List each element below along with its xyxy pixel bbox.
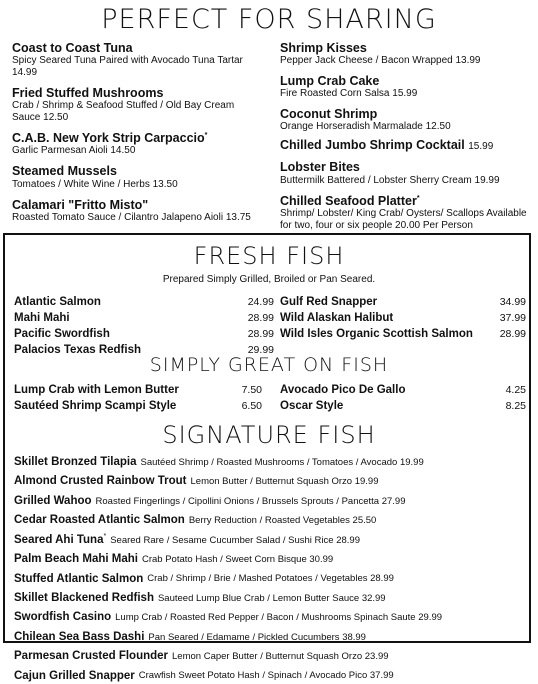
item-name: Chilean Sea Bass Dashi: [14, 630, 145, 643]
item-description: Fire Roasted Corn Salsa 15.99: [280, 88, 418, 100]
item-description: Roasted Tomato Sauce / Cilantro Jalapeno Aioli 13.75: [12, 211, 251, 223]
menu-item: [280, 105, 532, 133]
item-description: Garlic Parmesan Aioli 14.50: [12, 145, 136, 157]
list-item: [280, 326, 526, 342]
list-item: [14, 310, 274, 326]
item-price: 24.99: [247, 296, 274, 308]
list-item: [280, 398, 526, 414]
item-name: Pacific Swordfish: [14, 328, 110, 340]
list-item: [14, 606, 530, 625]
item-description: Tomatoes / White Wine / Herbs 13.50: [12, 178, 178, 190]
item-name: Sautéed Shrimp Scampi Style: [14, 400, 177, 412]
list-item: [14, 294, 274, 310]
item-name: Skillet Bronzed Tilapia: [14, 455, 137, 468]
menu-item: [280, 39, 532, 67]
item-description: Seared Rare / Sesame Cucumber Salad / Sushi Rice 28.99: [110, 534, 360, 546]
item-description: Crab Potato Hash / Sweet Corn Bisque 30.99: [141, 553, 334, 565]
item-name: Fried Stuffed Mushrooms: [12, 86, 164, 101]
item-name: Cedar Roasted Atlantic Salmon: [14, 514, 185, 527]
item-name: Steamed Mussels: [12, 164, 117, 179]
item-description: Orange Horseradish Marmalade 12.50: [280, 121, 451, 133]
item-name: Wild Alaskan Halibut: [280, 312, 394, 324]
menu-item: [280, 138, 532, 153]
item-description: Pepper Jack Cheese / Bacon Wrapped 13.99: [280, 55, 481, 67]
item-price: 4.25: [505, 384, 526, 396]
item-price: 15.99: [468, 141, 494, 153]
addons-right-list: [280, 382, 526, 414]
item-price: 8.25: [505, 400, 526, 412]
item-mark: *: [416, 194, 420, 202]
item-name: Avocado Pico De Gallo: [280, 384, 406, 396]
list-item: [280, 382, 526, 398]
item-name: Coast to Coast Tuna: [12, 41, 133, 56]
section-title-simply-great: SIMPLY GREAT ON FISH: [149, 354, 389, 376]
item-name: Lump Crab with Lemon Butter: [14, 384, 179, 396]
item-description: Shrimp/ Lobster/ King Crab/ Oysters/ Scallops Available for two, four or six people 20.00 Per Person: [280, 207, 527, 231]
item-name: Coconut Shrimp: [280, 107, 378, 122]
item-name: Mahi Mahi: [14, 312, 70, 324]
item-name: Lobster Bites: [280, 160, 360, 175]
item-name: Palm Beach Mahi Mahi: [14, 552, 138, 565]
list-item: [280, 294, 526, 310]
item-name: Swordfish Casino: [14, 611, 112, 624]
menu-item: [12, 129, 262, 157]
item-name: Stuffed Atlantic Salmon: [14, 572, 144, 585]
list-item: [14, 587, 530, 606]
list-item: [14, 382, 262, 398]
item-description: Berry Reduction / Roasted Vegetables 25.50: [188, 515, 377, 527]
item-description: Lump Crab / Roasted Red Pepper / Bacon / Mushrooms Spinach Saute 29.99: [115, 612, 443, 624]
item-name: Almond Crusted Rainbow Trout: [14, 475, 187, 488]
list-item: [14, 529, 530, 548]
item-name: Palacios Texas Redfish: [14, 344, 141, 356]
item-description: Spicy Seared Tuna Paired with Avocado Tuna Tartar 14.99: [12, 55, 243, 79]
menu-item: [12, 162, 262, 190]
list-item: [14, 665, 530, 684]
list-item: [14, 645, 530, 664]
sharing-left-column: [12, 39, 262, 229]
item-description: Crab / Shrimp / Brie / Mashed Potatoes / Vegetables 28.99: [147, 573, 394, 585]
fresh-fish-right-list: [280, 294, 526, 342]
menu-item: [12, 196, 262, 224]
list-item: [14, 490, 530, 509]
item-mark: *: [204, 132, 208, 140]
menu-item: [280, 192, 532, 232]
menu-item: [280, 72, 532, 100]
item-price: 7.50: [241, 384, 262, 396]
list-item: [14, 509, 530, 528]
item-name: C.A.B. New York Strip Carpaccio: [12, 131, 205, 146]
item-name: Wild Isles Organic Scottish Salmon: [280, 328, 473, 340]
list-item: [14, 326, 274, 342]
item-mark: *: [103, 532, 107, 540]
menu-item: [12, 39, 262, 79]
item-name: Gulf Red Snapper: [280, 296, 378, 308]
item-name: Parmesan Crusted Flounder: [14, 650, 169, 663]
item-description: Roasted Fingerlings / Cipollini Onions / Brussels Sprouts / Pancetta 27.99: [95, 495, 406, 507]
section-title-signature-fish: SIGNATURE FISH: [162, 421, 376, 449]
list-item: [14, 568, 530, 587]
fresh-fish-subtitle: Prepared Simply Grilled, Broiled or Pan Seared.: [162, 274, 376, 285]
item-price: 28.99: [499, 328, 526, 340]
item-name: Atlantic Salmon: [14, 296, 101, 308]
item-price: 28.99: [247, 328, 274, 340]
section-title-sharing: PERFECT FOR SHARING: [101, 4, 437, 35]
item-name: Calamari "Fritto Misto": [12, 197, 149, 212]
item-name: Chilled Jumbo Shrimp Cocktail: [280, 138, 465, 153]
item-name: Chilled Seafood Platter: [280, 193, 417, 208]
item-price: 34.99: [499, 296, 526, 308]
list-item: [14, 626, 530, 645]
item-name: Oscar Style: [280, 400, 344, 412]
section-title-fresh-fish: FRESH FISH: [193, 242, 345, 270]
list-item: [14, 451, 530, 470]
fresh-fish-left-list: [14, 294, 274, 358]
item-description: Buttermilk Battered / Lobster Sherry Cream 19.99: [280, 174, 500, 186]
item-name: Skillet Blackened Redfish: [14, 591, 154, 604]
item-price: 29.99: [247, 344, 274, 356]
item-description: Lemon Caper Butter / Butternut Squash Orzo 23.99: [172, 651, 389, 663]
item-price: 37.99: [499, 312, 526, 324]
item-description: Crawfish Sweet Potato Hash / Spinach / Avocado Pico 37.99: [138, 670, 394, 682]
item-price: 6.50: [241, 400, 262, 412]
addons-left-list: [14, 382, 262, 414]
item-name: Grilled Wahoo: [14, 494, 92, 507]
item-name: Seared Ahi Tuna: [14, 533, 104, 546]
list-item: [14, 548, 530, 567]
item-name: Lump Crab Cake: [280, 74, 380, 89]
item-name: Cajun Grilled Snapper: [14, 669, 135, 682]
item-price: 28.99: [247, 312, 274, 324]
item-description: Sauteed Lump Blue Crab / Lemon Butter Sauce 32.99: [157, 592, 386, 604]
item-description: Crab / Shrimp & Seafood Stuffed / Old Bay Cream Sauce 12.50: [12, 100, 235, 124]
list-item: [14, 398, 262, 414]
item-description: Pan Seared / Edamame / Pickled Cucumbers 38.99: [148, 631, 366, 643]
item-name: Shrimp Kisses: [280, 41, 367, 56]
menu-item: [280, 158, 532, 186]
menu-item: [12, 84, 262, 124]
sharing-right-column: [280, 39, 532, 237]
item-description: Lemon Butter / Butternut Squash Orzo 19.99: [190, 476, 379, 488]
signature-fish-list: [14, 451, 530, 684]
item-description: Sautéed Shrimp / Roasted Mushrooms / Tomatoes / Avocado 19.99: [140, 456, 424, 468]
list-item: [280, 310, 526, 326]
list-item: [14, 470, 530, 489]
